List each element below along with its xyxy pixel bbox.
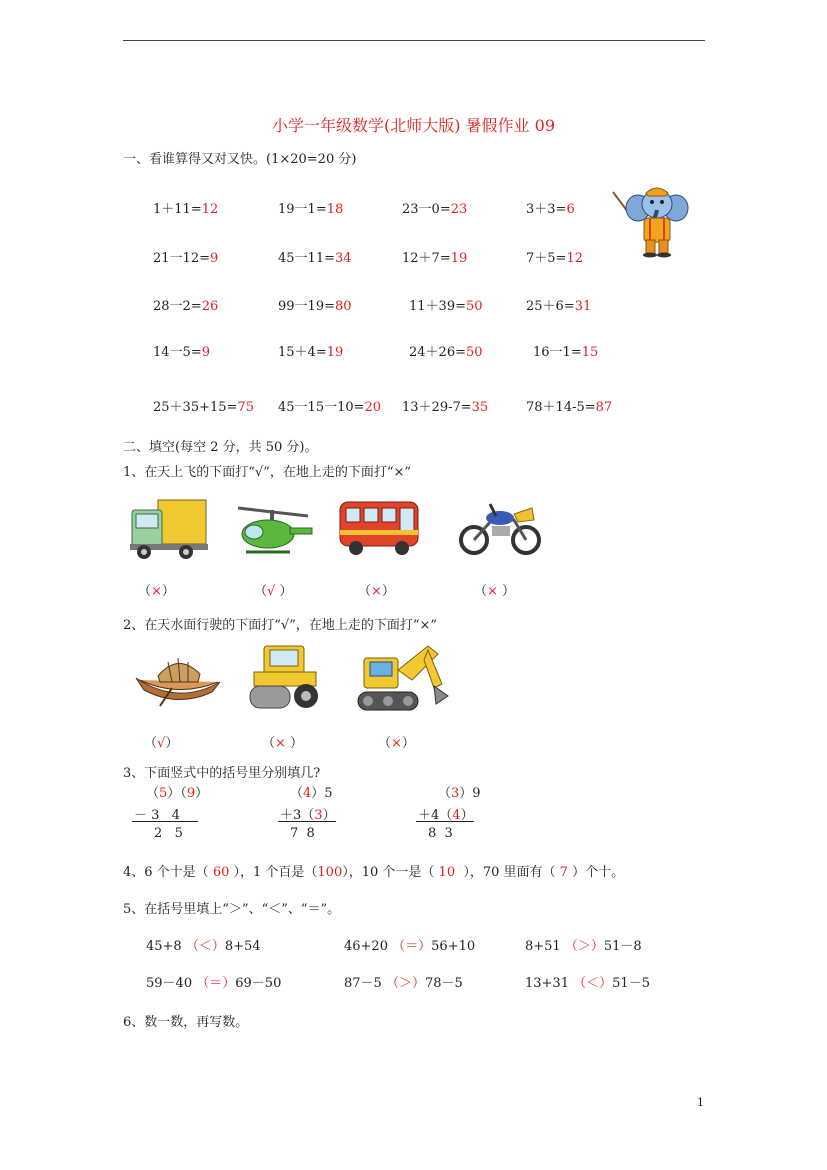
- q2-instruction: 2、在天水面行驶的下面打“√”，在地上走的下面打“×”: [123, 618, 438, 633]
- header-rule: [123, 40, 705, 41]
- answer-mark: √: [267, 584, 276, 599]
- equation-question: 23一0=: [402, 202, 451, 217]
- bracket-close: ）: [590, 939, 604, 954]
- bracket-open: （: [185, 939, 199, 954]
- bracket-close: ）: [418, 939, 432, 954]
- comparison-sign: ＝: [209, 976, 223, 991]
- answer-bracket: [138, 580, 175, 599]
- comparison-item: [146, 935, 261, 954]
- equation: [526, 198, 575, 217]
- q4-line: [123, 861, 624, 880]
- comparison-right: 51－8: [603, 939, 642, 954]
- comparison-sign: ＝: [405, 939, 419, 954]
- equation-question: 12＋7=: [402, 251, 451, 266]
- bracket-open: （: [358, 584, 372, 599]
- comparison-item: [344, 935, 475, 954]
- equation: [153, 295, 218, 314]
- truck-icon: [128, 492, 208, 564]
- answer-mark: ×: [391, 736, 402, 751]
- equation-answer: 12: [566, 251, 583, 266]
- q3-top-part: （: [438, 786, 452, 801]
- comparison-right: 51－5: [612, 976, 650, 991]
- equation-question: 3＋3=: [526, 202, 567, 217]
- bracket-close: ）: [165, 736, 179, 751]
- equation-question: 45一11=: [278, 251, 335, 266]
- equation-question: 24＋26=: [409, 345, 466, 360]
- q4-part: 60: [212, 865, 230, 880]
- q3-top-row: [438, 782, 481, 801]
- q3-top-part: 3: [451, 786, 460, 801]
- equation: [526, 396, 612, 415]
- bracket-close: ）: [161, 584, 175, 599]
- road-roller-icon: [246, 642, 324, 712]
- equation: [402, 198, 467, 217]
- q4-part: ），70 里面有（: [455, 865, 560, 880]
- comparison-left: 46+20: [344, 939, 393, 954]
- comparison-sign: ＜: [586, 976, 600, 991]
- comparison-sign: ＞: [577, 939, 591, 954]
- equation-answer: 15: [581, 345, 599, 360]
- equation-answer: 9: [201, 345, 210, 360]
- equation-answer: 18: [326, 202, 344, 217]
- q3-middle-row: － 3 4: [134, 808, 181, 823]
- answer-bracket: [474, 580, 515, 599]
- comparison-right: 78－5: [425, 976, 463, 991]
- q6-instruction: 6、数一数，再写数。: [123, 1015, 249, 1030]
- equation-answer: 9: [209, 251, 219, 266]
- q3-top-part: ）9: [459, 786, 481, 801]
- equation-question: 21一12=: [153, 251, 210, 266]
- equation-answer: 35: [471, 400, 489, 415]
- comparison-right: 56+10: [431, 939, 476, 954]
- equation-answer: 19: [450, 251, 468, 266]
- equation: [153, 396, 254, 415]
- equation-question: 13＋29-7=: [402, 400, 472, 415]
- q3-top-part: 4: [303, 786, 312, 801]
- answer-mark: √: [157, 736, 166, 751]
- q3-top-row: [146, 782, 208, 801]
- equation-question: 15＋4=: [278, 345, 327, 360]
- equation-answer: 50: [465, 299, 483, 314]
- comparison-sign: ＜: [198, 939, 212, 954]
- q5-instruction: 5、在括号里填上“＞”、“＜”、“＝”。: [123, 902, 341, 917]
- q3-sum-line: [278, 821, 336, 822]
- equation: [409, 341, 483, 360]
- boat-icon: [132, 648, 224, 710]
- q3-mid-part: ）: [460, 808, 474, 823]
- q1-instruction: 1、在天上飞的下面打“√”，在地上走的下面打“×”: [123, 465, 412, 480]
- bracket-close: ）: [285, 736, 304, 751]
- q3-mid-part: ＋3（: [280, 808, 315, 823]
- equation-answer: 20: [364, 400, 382, 415]
- equation-answer: 26: [201, 299, 219, 314]
- comparison-right: 69－50: [235, 976, 282, 991]
- bracket-close: ）: [222, 976, 236, 991]
- equation-answer: 50: [465, 345, 483, 360]
- bracket-open: （: [378, 736, 392, 751]
- bracket-close: ）: [211, 939, 225, 954]
- bracket-open: （: [254, 584, 268, 599]
- q3-top-row: [290, 782, 333, 801]
- answer-bracket: [254, 580, 292, 599]
- motorcycle-icon: [456, 490, 544, 560]
- equation-question: 14一5=: [153, 345, 202, 360]
- equation: [278, 295, 352, 314]
- equation: [402, 396, 488, 415]
- equation-answer: 87: [595, 400, 613, 415]
- answer-bracket: [378, 732, 415, 751]
- bracket-close: ）: [411, 976, 425, 991]
- comparison-item: [344, 972, 463, 991]
- excavator-icon: [354, 640, 450, 720]
- equation: [526, 295, 591, 314]
- q3-result-row: 7 8: [290, 826, 315, 841]
- bracket-open: （: [262, 736, 276, 751]
- bus-icon: [336, 496, 422, 560]
- comparison-left: 13+31: [525, 976, 574, 991]
- helicopter-icon: [232, 496, 314, 562]
- bracket-close: ）: [401, 736, 415, 751]
- answer-bracket: [262, 732, 303, 751]
- equation-answer: 75: [237, 400, 254, 415]
- equation: [409, 295, 483, 314]
- q4-part: ），10 个一是（: [342, 865, 439, 880]
- comparison-item: [525, 935, 642, 954]
- bracket-close: ）: [275, 584, 293, 599]
- equation-question: 1＋11=: [153, 202, 202, 217]
- equation: [278, 396, 381, 415]
- bracket-open: （: [573, 976, 587, 991]
- elephant-teacher-icon: [610, 184, 692, 258]
- page-number: 1: [697, 1096, 704, 1109]
- bracket-close: ）: [599, 976, 613, 991]
- comparison-left: 87－5: [344, 976, 386, 991]
- q3-top-part: 5: [159, 786, 168, 801]
- q3-top-part: ）: [195, 786, 209, 801]
- q3-sum-line: [132, 821, 198, 822]
- equation-question: 78＋14-5=: [526, 400, 596, 415]
- equation: [526, 247, 583, 266]
- q3-top-part: 9: [186, 786, 196, 801]
- comparison-item: [525, 972, 650, 991]
- equation: [153, 341, 210, 360]
- q3-sum-line: [416, 821, 474, 822]
- q3-top-part: ）5: [311, 786, 333, 801]
- equation: [153, 198, 218, 217]
- answer-mark: ×: [487, 584, 498, 599]
- q4-part: 4、6 个十是（: [123, 865, 213, 880]
- q3-result-row: 2 5: [154, 826, 183, 841]
- section1-heading: 一、看谁算得又对又快。(1×20=20 分): [123, 152, 357, 167]
- equation-question: 11＋39=: [409, 299, 466, 314]
- page-title: 小学一年级数学(北师大版) 暑假作业 09: [271, 116, 556, 135]
- q4-part: 7: [559, 865, 568, 880]
- equation-question: 19一1=: [278, 202, 327, 217]
- equation: [278, 341, 343, 360]
- equation-question: 16一1=: [533, 345, 582, 360]
- q4-part: 10: [438, 865, 456, 880]
- equation-answer: 12: [201, 202, 219, 217]
- answer-mark: ×: [151, 584, 162, 599]
- equation: [278, 198, 343, 217]
- comparison-left: 45+8: [146, 939, 186, 954]
- q3-mid-part: ＋4（: [418, 808, 453, 823]
- equation-answer: 6: [566, 202, 575, 217]
- equation-answer: 34: [334, 251, 352, 266]
- equation-question: 28一2=: [153, 299, 202, 314]
- comparison-left: 8+51: [525, 939, 565, 954]
- equation-question: 25＋35+15=: [153, 400, 238, 415]
- equation: [402, 247, 467, 266]
- comparison-sign: ＞: [398, 976, 412, 991]
- section2-heading: 二、填空(每空 2 分，共 50 分)。: [123, 440, 318, 455]
- bracket-open: （: [385, 976, 399, 991]
- answer-mark: ×: [275, 736, 286, 751]
- q4-part: ），1 个百是（: [229, 865, 318, 880]
- equation-question: 99一19=: [278, 299, 335, 314]
- q3-top-part: （: [290, 786, 304, 801]
- q3-result-row: 8 3: [428, 826, 453, 841]
- comparison-right: 8+54: [224, 939, 261, 954]
- equation: [153, 247, 218, 266]
- bracket-close: ）: [497, 584, 516, 599]
- answer-bracket: [358, 580, 395, 599]
- bracket-open: （: [474, 584, 488, 599]
- equation-answer: 23: [450, 202, 468, 217]
- q3-top-part: （: [146, 786, 160, 801]
- q4-part: ）个十。: [567, 865, 625, 880]
- q3-mid-part: ）: [322, 808, 336, 823]
- equation: [278, 247, 352, 266]
- equation-question: 25＋6=: [526, 299, 575, 314]
- bracket-open: （: [144, 736, 158, 751]
- equation-answer: 80: [334, 299, 352, 314]
- q3-mid-part: 3: [314, 808, 323, 823]
- equation-question: 7＋5=: [526, 251, 567, 266]
- comparison-item: [146, 972, 281, 991]
- equation-answer: 31: [574, 299, 592, 314]
- equation-question: 45一15一10=: [278, 400, 365, 415]
- q3-instruction: 3、下面竖式中的括号里分别填几?: [123, 766, 321, 781]
- bracket-open: （: [392, 939, 406, 954]
- bracket-open: （: [564, 939, 578, 954]
- answer-mark: ×: [371, 584, 382, 599]
- comparison-left: 59－40: [146, 976, 197, 991]
- q4-part: 100: [317, 865, 343, 880]
- equation: [533, 341, 598, 360]
- q3-mid-part: 4: [452, 808, 461, 823]
- equation-answer: 19: [326, 345, 344, 360]
- bracket-open: （: [138, 584, 152, 599]
- bracket-open: （: [196, 976, 210, 991]
- bracket-close: ）: [381, 584, 395, 599]
- q3-top-part: ）（: [167, 786, 187, 801]
- answer-bracket: [144, 732, 178, 751]
